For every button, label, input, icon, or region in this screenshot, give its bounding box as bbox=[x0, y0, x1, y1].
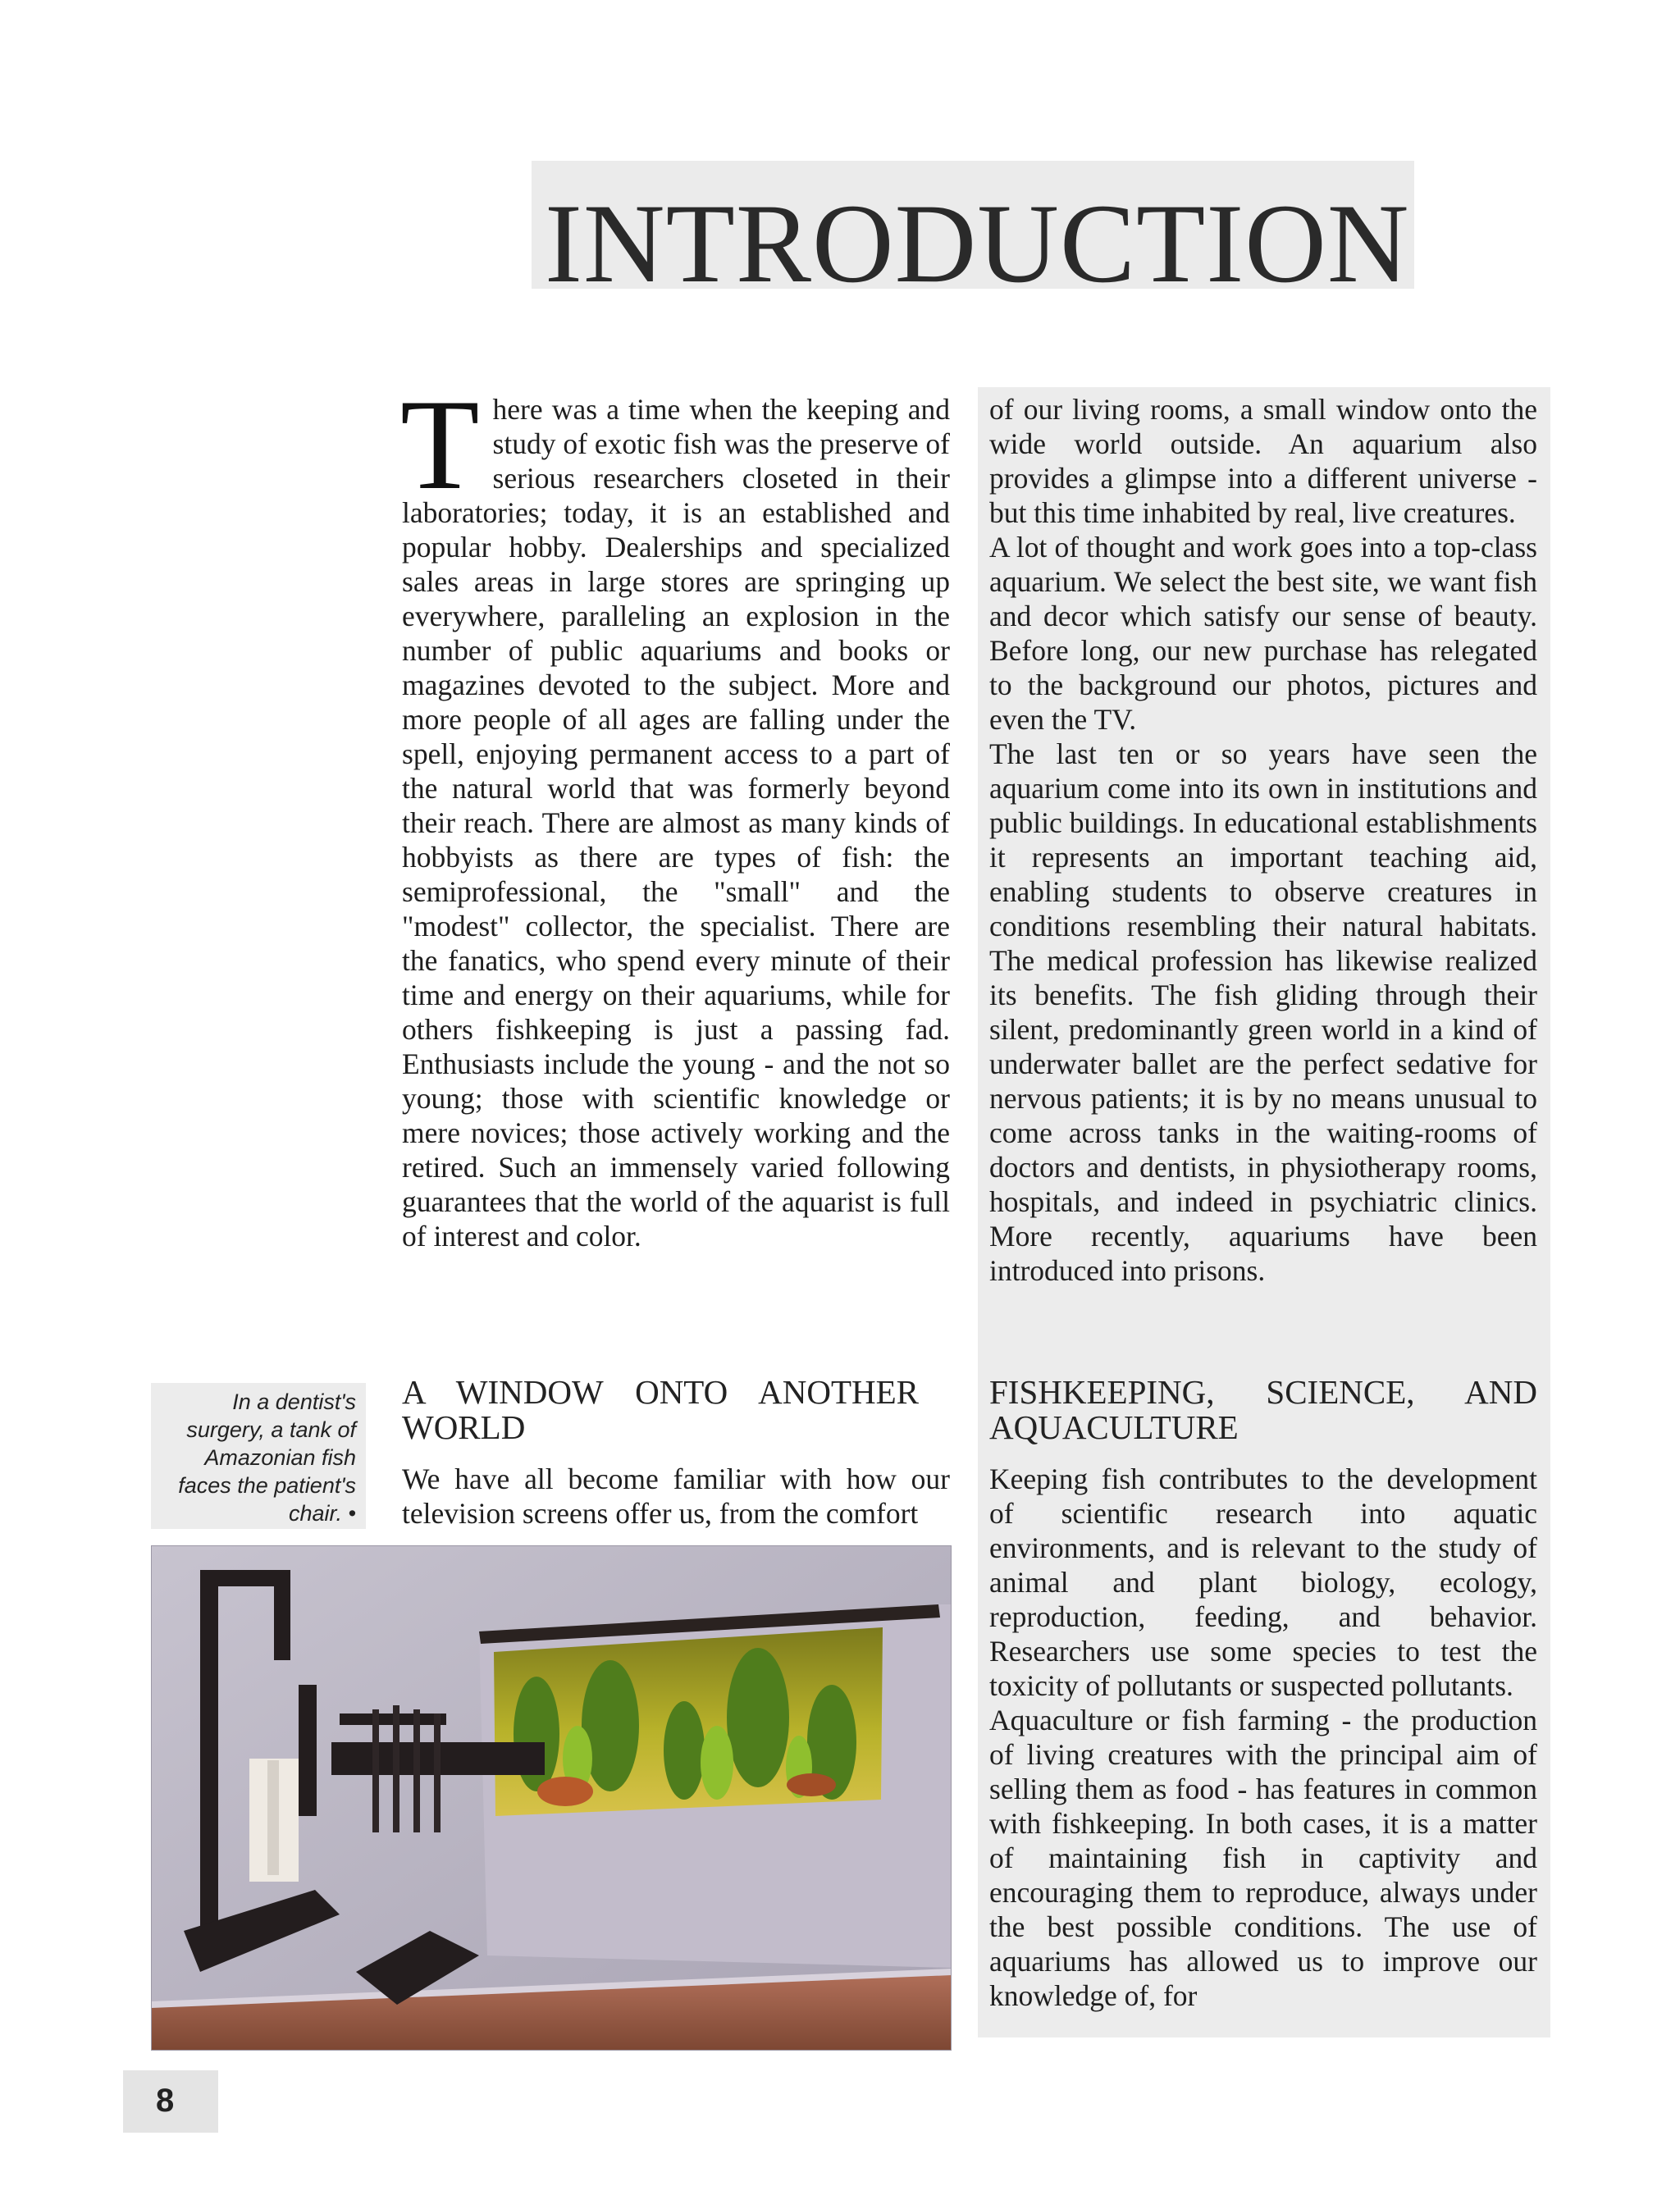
aquarium-photo-illustration bbox=[151, 1545, 952, 2051]
drop-cap: T bbox=[400, 373, 480, 517]
science-section-paragraph: Keeping fish contributes to the development of scientific research into aquatic environments, and is relevant to the study of animal and plant biology, ecology, reproduction, feeding, and behavior. Researchers use some species to test the toxicity of pollutants or suspected pollutants. bbox=[989, 1462, 1537, 1702]
science-section-heading: FISHKEEPING, SCIENCE, AND AQUACULTURE bbox=[989, 1373, 1537, 1446]
intro-right-paragraph: The last ten or so years have seen the aquarium come into its own in institutions and public buildings. In educational establishments it represents an important teaching aid, enabling students to observe creatures in conditions resembling their natural habitats. The medical profession has likewise realized its benefits. The fish gliding through their silent, predominantly green world in a kind of underwater ballet are the perfect sedative for nervous patients; it is by no means unusual to come across tanks in the waiting-rooms of doctors and dentists, in physiotherapy rooms, hospitals, and indeed in psychiatric clinics. More recently, aquariums have been introduced into prisons. bbox=[989, 737, 1537, 1287]
photo-caption: In a dentist's surgery, a tank of Amazonian fish faces the patient's chair. • bbox=[178, 1389, 356, 1526]
page-number: 8 bbox=[156, 2083, 175, 2119]
window-section-text: We have all become familiar with how our television screens offer us, from the comfort bbox=[402, 1462, 950, 1530]
window-section-heading: A WINDOW ONTO ANOTHER WORLD bbox=[402, 1373, 919, 1446]
intro-left-text: here was a time when the keeping and study of exotic fish was the preserve of serious researchers closeted in their laboratories; today, it is an established and popular hobby. Dealerships and specialized sales areas in large stores are springing up everywhere, paralleling an explosion in the number of public aquariums and books or magazines devoted to the subject. More and more people of all ages are falling under the spell, enjoying permanent access to a part of the natural world that was formerly beyond their reach. There are almost as many kinds of hobbyists as there are types of fish: the semiprofessional, the "small" and the "modest" collector, the specialist. There are the fanatics, who spend every minute of their time and energy on their aquariums, while for others fishkeeping is just a passing fad. Enthusiasts include the young - and the not so young; those with scientific knowledge or mere novices; those actively working and the retired. Such an immensely varied following guarantees that the world of the aquarist is full of interest and color. bbox=[402, 393, 950, 1253]
intro-left-column bbox=[400, 373, 950, 1253]
intro-right-paragraph: of our living rooms, a small window onto the wide world outside. An aquarium also provides a glimpse into a different universe - but this time inhabited by real, live creatures. bbox=[989, 393, 1537, 529]
intro-right-paragraph: A lot of thought and work goes into a top-class aquarium. We select the best site, we want fish and decor which satisfy our sense of beauty. Before long, our new purchase has relegated to the background our photos, pictures and even the TV. bbox=[989, 531, 1537, 736]
window-section-body bbox=[402, 1462, 950, 1531]
intro-right-column bbox=[989, 392, 1537, 1288]
page-title: INTRODUCTION bbox=[545, 180, 1410, 306]
science-section-paragraph: Aquaculture or fish farming - the production of living creatures with the principal aim of selling them as food - has features in common with fishkeeping. In both cases, it is a matter of maintaining fish in captivity and encouraging them to reproduce, always under the best possible conditions. The use of aquariums has allowed us to improve our knowledge of, for bbox=[989, 1704, 1537, 2012]
science-section-body bbox=[989, 1462, 1537, 2013]
dentist-aquarium-photo bbox=[151, 1545, 952, 2051]
